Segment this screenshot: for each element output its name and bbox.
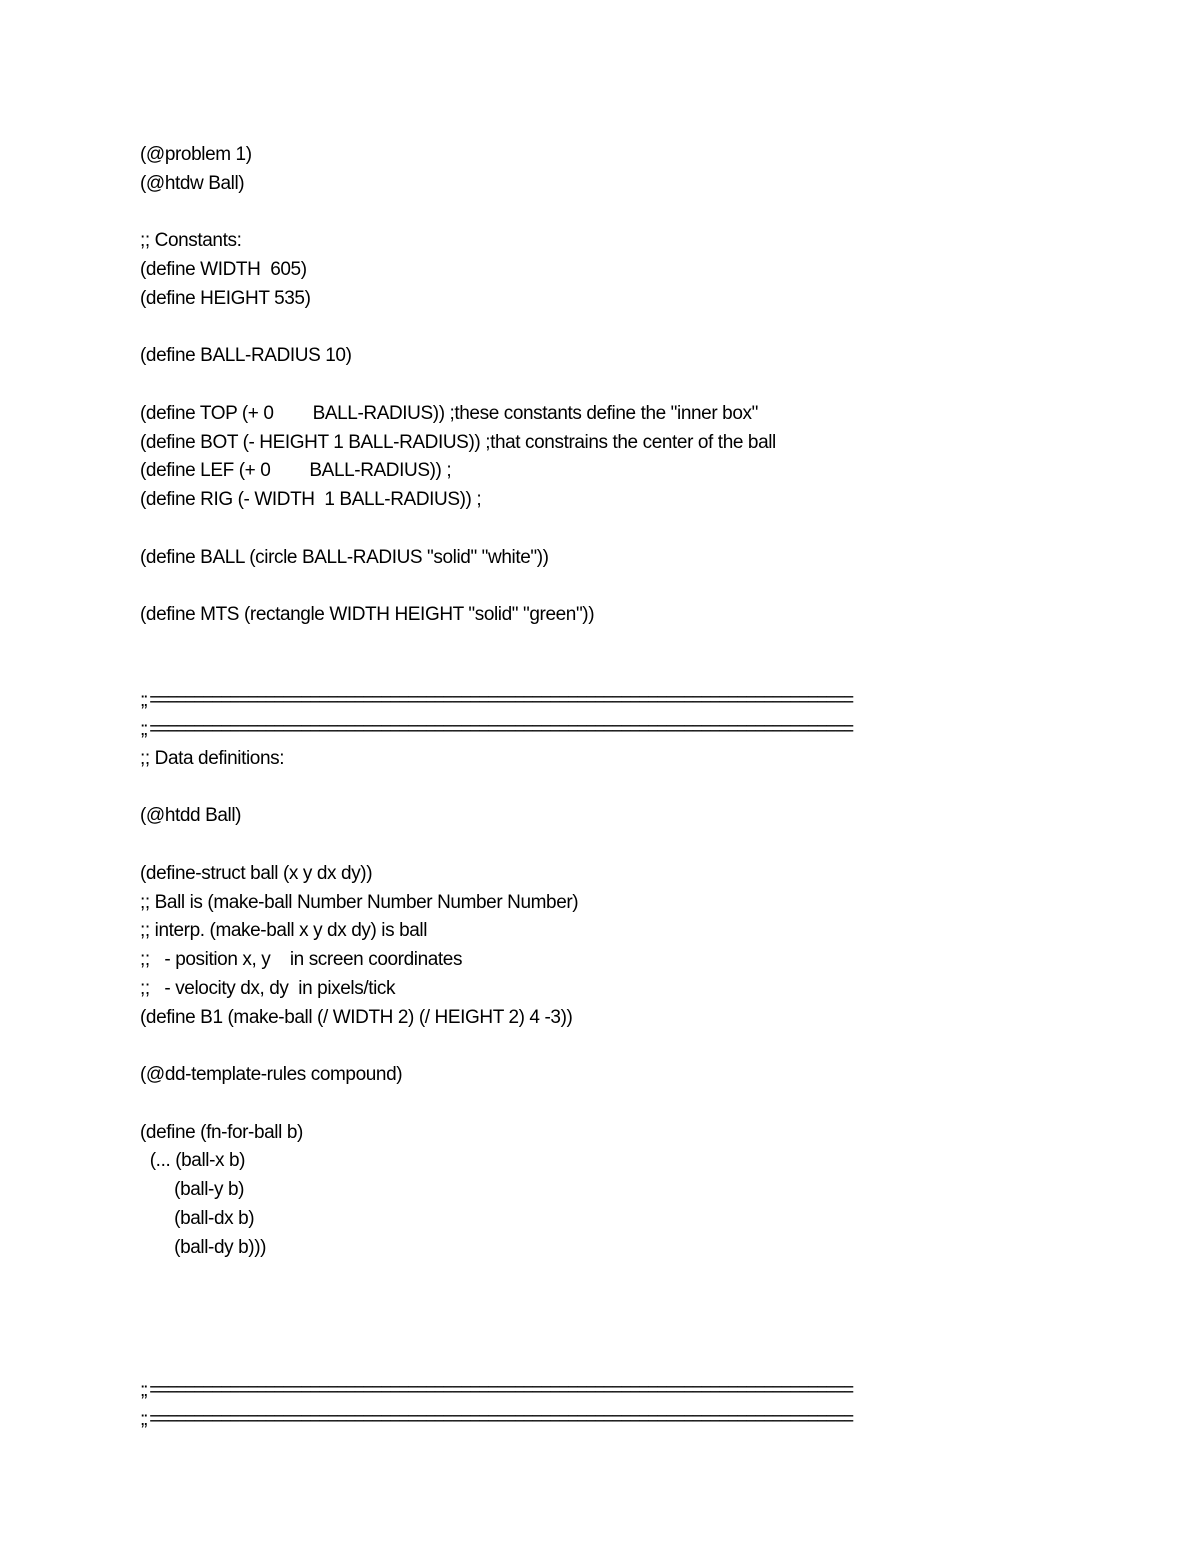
- blank-line: [140, 1349, 1050, 1378]
- code-line-htdw: (@htdw Ball): [140, 172, 245, 194]
- code-line-define-mts: (define MTS (rectangle WIDTH HEIGHT "solid" "green")): [140, 604, 595, 625]
- blank-line: [140, 1090, 1050, 1119]
- code-line-ball-x: (... (ball-x b): [140, 1150, 246, 1172]
- code-line-define-height: (define HEIGHT 535): [140, 287, 311, 309]
- code-line-position-comment: ;; - position x, y in screen coordinates: [140, 949, 463, 970]
- code-line-ball-dy: (ball-dy b))): [140, 1236, 267, 1258]
- code-line-define-rig: (define RIG (- WIDTH 1 BALL-RADIUS)) ;: [140, 489, 482, 510]
- code-line-dd-template-rules: (@dd-template-rules compound): [140, 1064, 403, 1085]
- code-line-define-top: (define TOP (+ 0 BALL-RADIUS)) ;these constants define the "inner box": [140, 402, 758, 424]
- code-line-ball-is-comment: ;; Ball is (make-ball Number Number Number Number): [140, 891, 579, 913]
- blank-line: [140, 199, 1050, 228]
- code-line-velocity-comment: ;; - velocity dx, dy in pixels/tick: [140, 977, 396, 999]
- code-line-define-bot: (define BOT (- HEIGHT 1 BALL-RADIUS)) ;that constrains the center of the ball: [140, 431, 776, 453]
- code-line-define-fn-for-ball: (define (fn-for-ball b): [140, 1121, 303, 1143]
- blank-line: [140, 515, 1050, 544]
- separator-rule: ;; ===============================================================================: [140, 1409, 852, 1430]
- blank-line: [140, 659, 1050, 688]
- blank-line: [140, 1032, 1050, 1061]
- code-listing: [140, 141, 1050, 1435]
- separator-rule: ;; ===============================================================================: [140, 1380, 852, 1402]
- blank-line: [140, 831, 1050, 860]
- code-line-define-struct: (define-struct ball (x y dx dy)): [140, 862, 373, 884]
- code-line-ball-dx: (ball-dx b): [140, 1207, 255, 1229]
- code-line-define-lef: (define LEF (+ 0 BALL-RADIUS)) ;: [140, 460, 452, 482]
- separator-rule: ;; ===============================================================================: [140, 690, 852, 712]
- blank-line: [140, 371, 1050, 400]
- code-line-problem: (@problem 1): [140, 144, 252, 165]
- code-line-interp-comment: ;; interp. (make-ball x y dx dy) is ball: [140, 920, 428, 942]
- blank-line: [140, 1291, 1050, 1320]
- code-line-data-definitions-heading: ;; Data definitions:: [140, 747, 285, 769]
- code-line-define-ball: (define BALL (circle BALL-RADIUS "solid" "white")): [140, 546, 549, 568]
- blank-line: [140, 314, 1050, 343]
- separator-rule: ;; ===============================================================================: [140, 719, 852, 740]
- code-line-ball-y: (ball-y b): [140, 1179, 245, 1200]
- blank-line: [140, 572, 1050, 601]
- code-line-htdd: (@htdd Ball): [140, 805, 242, 827]
- code-line-constants-heading: ;; Constants:: [140, 230, 242, 252]
- code-line-define-ball-radius: (define BALL-RADIUS 10): [140, 345, 352, 367]
- blank-line: [140, 1262, 1050, 1291]
- blank-line: [140, 1320, 1050, 1349]
- code-line-define-b1: (define B1 (make-ball (/ WIDTH 2) (/ HEIGHT 2) 4 -3)): [140, 1006, 573, 1028]
- blank-line: [140, 630, 1050, 659]
- blank-line: [140, 774, 1050, 803]
- code-line-define-width: (define WIDTH 605): [140, 259, 307, 280]
